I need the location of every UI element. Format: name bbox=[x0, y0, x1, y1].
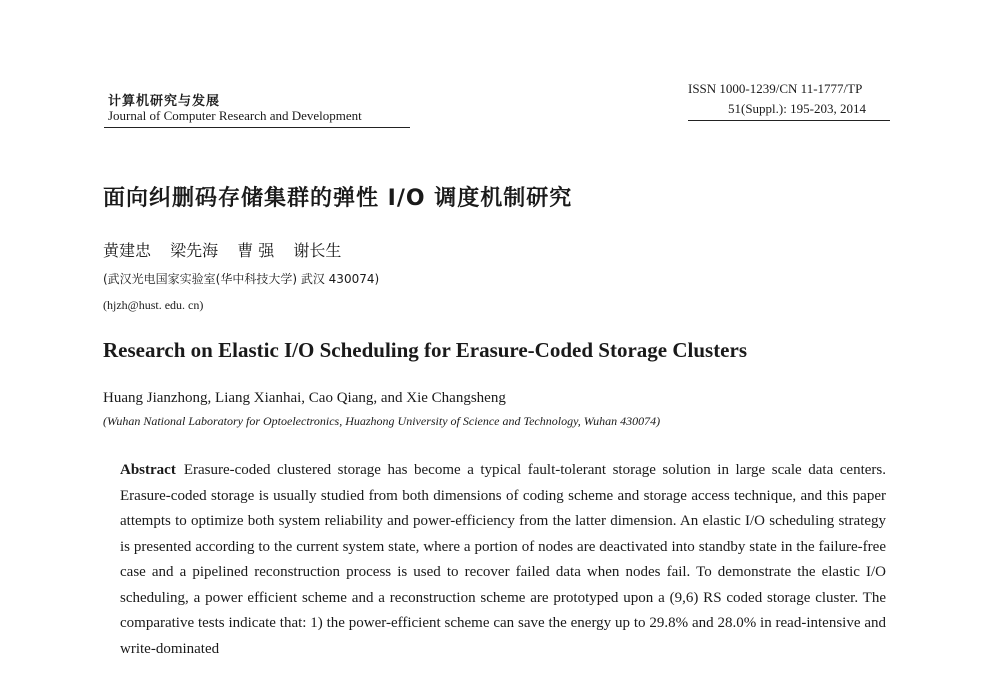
title-cn: 面向纠删码存储集群的弹性 I/O 调度机制研究 bbox=[103, 186, 573, 211]
journal-name-cn: 计算机研究与发展 bbox=[108, 94, 221, 109]
authors-cn bbox=[103, 238, 355, 261]
email: (hjzh@hust. edu. cn) bbox=[103, 298, 204, 312]
volume-pages: 51(Suppl.): 195-203, 2014 bbox=[728, 101, 866, 116]
affiliation-en: (Wuhan National Laboratory for Optoelectronics, Huazhong University of Science and Technology, Wuhan 430074) bbox=[103, 414, 661, 428]
journal-name-en: Journal of Computer Research and Development bbox=[108, 108, 362, 123]
header-rule-left bbox=[104, 127, 410, 128]
issn-line: ISSN 1000-1239/CN 11-1777/TP bbox=[688, 81, 863, 96]
abstract-label: Abstract bbox=[120, 462, 176, 478]
header-rule-right bbox=[688, 120, 890, 121]
title-en: Research on Elastic I/O Scheduling for Erasure-Coded Storage Clusters bbox=[103, 338, 747, 362]
author-cn: 梁先海 bbox=[170, 241, 219, 260]
affiliation-cn: (武汉光电国家实验室(华中科技大学) 武汉 430074) bbox=[103, 272, 380, 286]
abstract bbox=[120, 458, 886, 662]
authors-en: Huang Jianzhong, Liang Xianhai, Cao Qiang, and Xie Changsheng bbox=[103, 390, 506, 406]
author-cn: 曹 强 bbox=[237, 241, 275, 260]
author-cn: 黄建忠 bbox=[103, 241, 152, 260]
author-cn: 谢长生 bbox=[293, 241, 342, 260]
abstract-text: Erasure-coded clustered storage has become a typical fault-tolerant storage solution in large scale data centers. Erasure-coded storage is usually studied from both dimensions of coding scheme and storage access technique, and this paper attempts to optimize both system reliability and power-efficiency from the latter dimension. An elastic I/O scheduling strategy is presented according to the current system state, where a portion of nodes are deactivated into standby state in the failure-free case and a pipelined reconstruction process is used to recover failed data when nodes fail. To demonstrate the elastic I/O scheduling, a power efficient scheme and a reconstruction scheme are prototyped upon a (9,6) RS coded storage cluster. The comparative tests indicate that: 1) the power-efficient scheme can save the energy up to 29.8% and 28.0% in read-intensive and write-dominated bbox=[120, 462, 886, 657]
